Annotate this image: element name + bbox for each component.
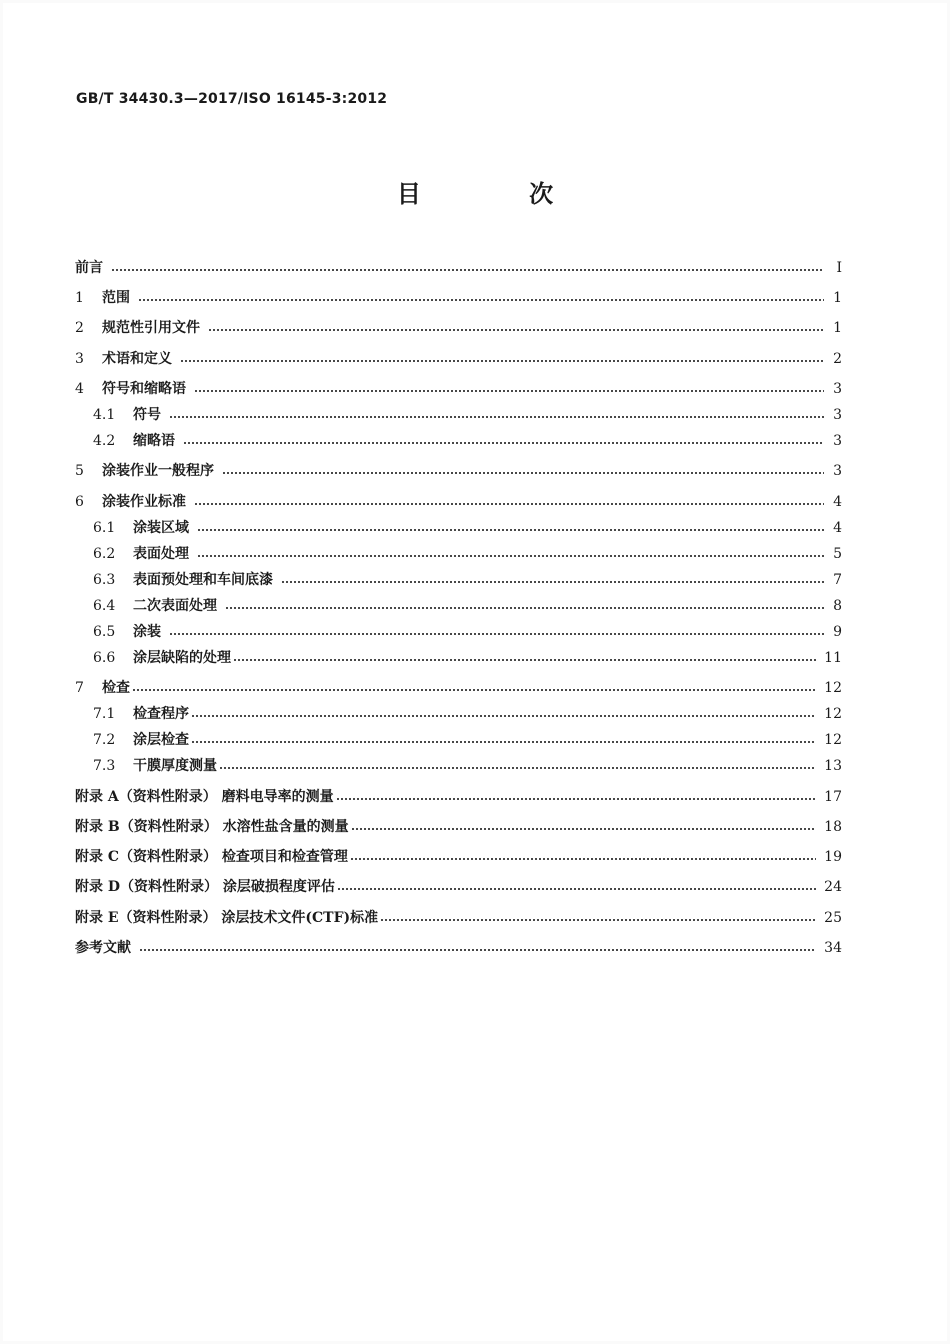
toc-page: 2 (833, 351, 842, 367)
toc-subentry[interactable] (93, 704, 842, 724)
toc-leader (183, 442, 824, 444)
toc-page: 19 (824, 849, 842, 865)
toc-leader (111, 269, 824, 271)
toc-page: 4 (833, 494, 842, 510)
toc-leader (194, 503, 824, 505)
toc-leader (281, 581, 824, 583)
toc-number: 6.1 (93, 520, 116, 536)
toc-label: 范围 (102, 290, 130, 306)
toc-number: 7.1 (93, 706, 116, 722)
toc-number: 4.1 (93, 407, 116, 423)
toc-page: 12 (824, 680, 842, 696)
toc-page: 9 (833, 624, 842, 640)
toc-entry-annex-c[interactable] (75, 847, 842, 867)
toc-label: 涂装 (133, 624, 161, 640)
toc-page: 12 (824, 732, 842, 748)
toc-leader (139, 949, 816, 951)
toc-label: 检查 (102, 680, 130, 696)
toc-page: 3 (833, 407, 842, 423)
toc-leader (169, 633, 824, 635)
toc-entry[interactable] (75, 492, 842, 512)
toc-subentry[interactable] (93, 518, 842, 538)
toc-page: 12 (824, 706, 842, 722)
toc-number: 7.2 (93, 732, 116, 748)
toc-entry-annex-b[interactable] (75, 817, 842, 837)
toc-label: 二次表面处理 (133, 598, 217, 614)
toc-number: 3 (75, 351, 84, 367)
toc-page: 8 (833, 598, 842, 614)
standard-code: GB/T 34430.3—2017/ISO 16145-3:2012 (76, 91, 388, 107)
toc-label: 附录 B（资料性附录） 水溶性盐含量的测量 (75, 819, 349, 835)
toc-label: 术语和定义 (102, 351, 172, 367)
toc-page: Ⅰ (836, 260, 842, 276)
toc-label: 参考文献 (75, 940, 131, 956)
toc-label: 附录 A（资料性附录） 磨料电导率的测量 (75, 789, 334, 805)
toc-subentry[interactable] (93, 570, 842, 590)
toc-leader (197, 555, 824, 557)
toc-entry-foreword[interactable] (75, 258, 842, 278)
toc-leader (350, 858, 816, 860)
toc-page: 25 (824, 910, 842, 926)
toc-label: 干膜厚度测量 (133, 758, 217, 774)
toc-page: 34 (824, 940, 842, 956)
toc-page: 24 (824, 879, 842, 895)
toc-leader (351, 828, 817, 830)
toc-number: 5 (75, 463, 84, 479)
toc-subentry[interactable] (93, 544, 842, 564)
toc-leader (219, 767, 816, 769)
toc-number: 6 (75, 494, 84, 510)
toc-leader (233, 659, 816, 661)
toc-label: 附录 D（资料性附录） 涂层破损程度评估 (75, 879, 335, 895)
toc-number: 6.3 (93, 572, 116, 588)
toc-subentry[interactable] (93, 648, 842, 668)
toc-entry[interactable] (75, 349, 842, 369)
toc-leader (194, 390, 824, 392)
toc-page: 18 (824, 819, 842, 835)
toc-leader (169, 416, 824, 418)
toc-entry-annex-e[interactable] (75, 908, 842, 928)
toc-label: 涂装作业一般程序 (102, 463, 214, 479)
toc-label: 表面处理 (133, 546, 189, 562)
toc-label: 符号和缩略语 (102, 381, 186, 397)
toc-label: 检查程序 (133, 706, 189, 722)
toc-leader (337, 888, 816, 890)
toc-subentry[interactable] (93, 756, 842, 776)
toc-number: 7 (75, 680, 84, 696)
toc-label: 涂层检查 (133, 732, 189, 748)
toc-page: 3 (833, 381, 842, 397)
toc-leader (180, 360, 824, 362)
toc-subentry[interactable] (93, 622, 842, 642)
toc-label: 缩略语 (133, 433, 175, 449)
toc-page: 1 (833, 320, 842, 336)
toc-number: 6.6 (93, 650, 116, 666)
toc-number: 7.3 (93, 758, 116, 774)
toc-page: 13 (824, 758, 842, 774)
toc-number: 1 (75, 290, 84, 306)
toc-leader (132, 689, 816, 691)
toc-leader (222, 472, 824, 474)
toc-label: 前言 (75, 260, 103, 276)
toc-number: 2 (75, 320, 84, 336)
toc-subentry[interactable] (93, 431, 842, 451)
toc-entry[interactable] (75, 318, 842, 338)
toc-leader (191, 741, 816, 743)
toc-leader (208, 329, 824, 331)
toc-entry[interactable] (75, 678, 842, 698)
toc-number: 6.4 (93, 598, 116, 614)
toc-entry[interactable] (75, 288, 842, 308)
toc-label: 表面预处理和车间底漆 (133, 572, 273, 588)
toc-entry-annex-d[interactable] (75, 877, 842, 897)
toc-page: 7 (833, 572, 842, 588)
toc-page: 3 (833, 463, 842, 479)
toc-number: 6.5 (93, 624, 116, 640)
toc-label: 规范性引用文件 (102, 320, 200, 336)
toc-entry[interactable] (75, 461, 842, 481)
toc-number: 4 (75, 381, 84, 397)
toc-page: 4 (833, 520, 842, 536)
toc-page: 1 (833, 290, 842, 306)
toc-label: 涂层缺陷的处理 (133, 650, 231, 666)
toc-label: 符号 (133, 407, 161, 423)
toc-entry-bibliography[interactable] (75, 938, 842, 958)
toc-entry[interactable] (75, 379, 842, 399)
toc-page: 11 (824, 650, 842, 666)
page-title: 目 次 (396, 180, 604, 208)
toc-page: 17 (824, 789, 842, 805)
toc-page: 3 (833, 433, 842, 449)
toc-label: 涂装作业标准 (102, 494, 186, 510)
toc-leader (138, 299, 824, 301)
toc-label: 附录 E（资料性附录） 涂层技术文件(CTF)标准 (75, 910, 379, 926)
toc-leader (191, 715, 816, 717)
toc-label: 涂装区域 (133, 520, 189, 536)
toc-label: 附录 C（资料性附录） 检查项目和检查管理 (75, 849, 348, 865)
toc-subentry[interactable] (93, 730, 842, 750)
toc-leader (197, 529, 824, 531)
toc-leader (380, 919, 816, 921)
toc-subentry[interactable] (93, 405, 842, 425)
toc-page: 5 (833, 546, 842, 562)
toc-leader (336, 798, 817, 800)
toc-number: 4.2 (93, 433, 116, 449)
toc-entry-annex-a[interactable] (75, 787, 842, 807)
toc-number: 6.2 (93, 546, 116, 562)
toc-subentry[interactable] (93, 596, 842, 616)
toc-leader (225, 607, 824, 609)
